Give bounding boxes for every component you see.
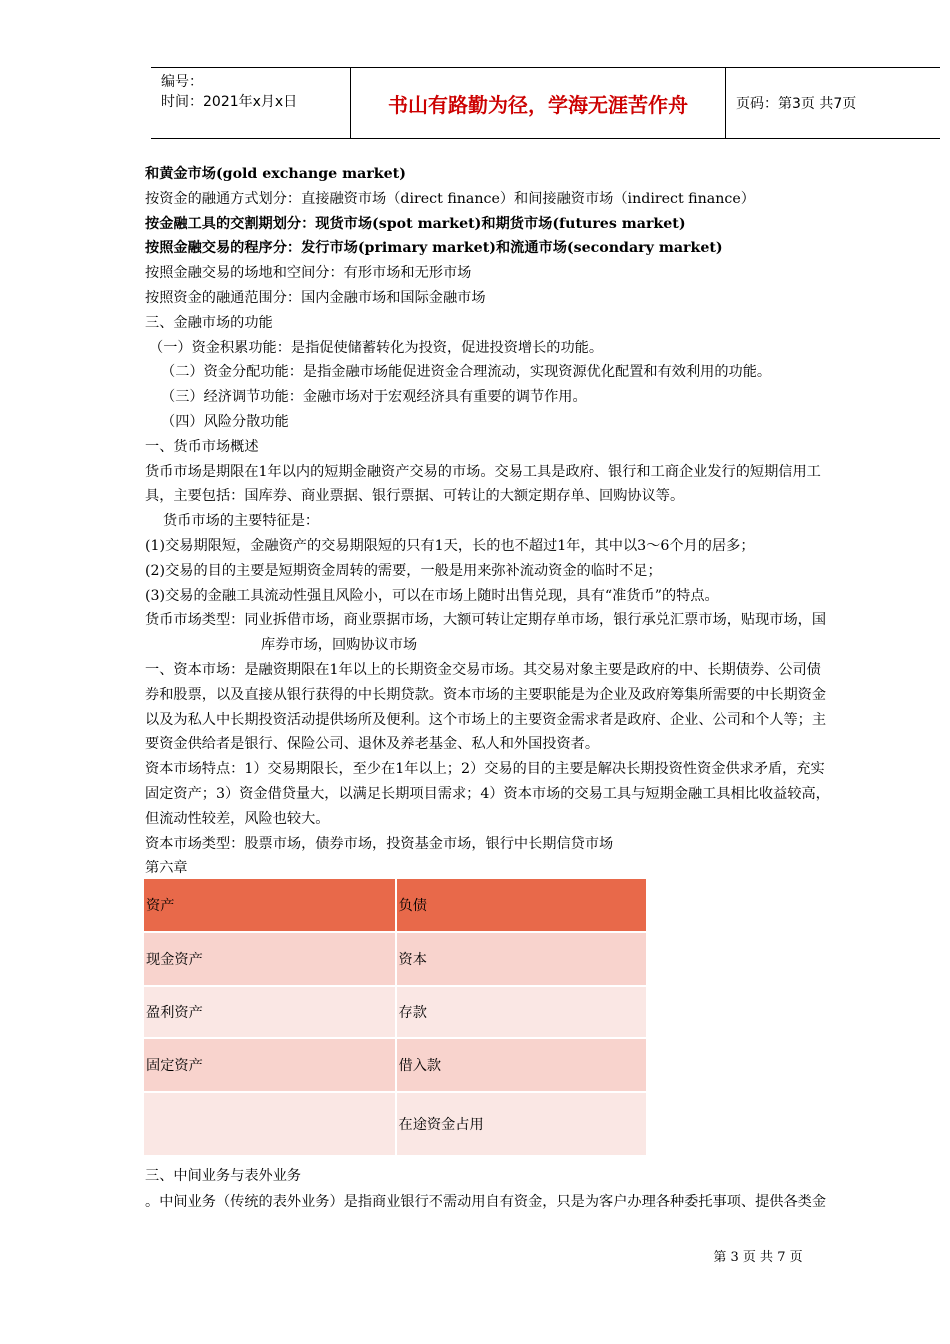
paragraph: 按金融工具的交割期划分：现货市场(spot market)和期货市场(futures market) [145, 215, 686, 232]
table-row [144, 1092, 647, 1156]
paragraph: 以及为私人中长期投资活动提供场所及便利。这个市场上的主要资金需求者是政府、企业、公司和个人等；主 [145, 711, 827, 728]
paragraph: （一）资金积累功能：是指促使储蓄转化为投资，促进投资增长的功能。 [149, 339, 604, 356]
paragraph: 货币市场的主要特征是： [163, 513, 320, 530]
table-cell: 资本 [396, 932, 648, 986]
paragraph: 资本市场特点：1）交易期限长，至少在1年以上；2）交易的目的主要是解决长期投资性资金供求矛盾，充实 [145, 761, 825, 778]
table-row [144, 932, 647, 986]
table-cell: 存款 [396, 986, 648, 1038]
page-footer [0, 1246, 950, 1265]
table-header-cell: 负债 [396, 879, 648, 932]
table-cell: 在途资金占用 [396, 1092, 648, 1156]
paragraph: 。中间业务（传统的表外业务）是指商业银行不需动用自有资金，只是为客户办理各种委托事项、提供各类金 [145, 1194, 827, 1210]
paragraph: 按照金融交易的场地和空间分：有形市场和无形市场 [145, 265, 472, 282]
section-heading: 一、货币市场概述 [145, 438, 259, 455]
paragraph: 具，主要包括：国库券、商业票据、银行票据、可转让的大额定期存单、回购协议等。 [145, 488, 685, 505]
table-row [144, 1038, 647, 1092]
paragraph: 库券市场，回购协议市场 [261, 637, 418, 654]
doc-time-label: 时间：2021年x月x日 [161, 94, 298, 110]
chapter-heading: 第六章 [145, 860, 188, 877]
page-header [151, 67, 940, 139]
paragraph: 按资金的融通方式划分：直接融资市场（direct finance）和间接融资市场（indirect finance） [145, 190, 755, 207]
paragraph: 券和股票，以及直接从银行获得的中长期贷款。资本市场的主要职能是为企业及政府筹集所需要的中长期资金 [145, 686, 827, 703]
paragraph: 按照资金的融通范围分：国内金融市场和国际金融市场 [145, 289, 486, 306]
header-page-label: 页码：第3页 共7页 [736, 96, 857, 112]
section-heading: 三、中间业务与表外业务 [145, 1168, 302, 1184]
table-cell: 盈利资产 [144, 986, 396, 1038]
paragraph: 要资金供给者是银行、保险公司、退休及养老基金、私人和外国投资者。 [145, 736, 600, 753]
table-row [144, 986, 647, 1038]
document-body [145, 162, 950, 881]
table-header-cell: 资产 [144, 879, 396, 932]
header-motto: 书山有路勤为径，学海无涯苦作舟 [351, 68, 726, 138]
table-cell [144, 1092, 396, 1156]
paragraph: 货币市场类型：同业拆借市场，商业票据市场，大额可转让定期存单市场，银行承兑汇票市场，贴现市场，国 [145, 612, 827, 629]
table-cell: 现金资产 [144, 932, 396, 986]
paragraph: （二）资金分配功能：是指金融市场能促进资金合理流动，实现资源优化配置和有效利用的功能。 [161, 364, 772, 381]
paragraph: 资本市场类型：股票市场，债券市场，投资基金市场，银行中长期信贷市场 [145, 835, 614, 852]
paragraph: 固定资产；3）资金借贷量大，以满足长期项目需求；4）资本市场的交易工具与短期金融工具相比收益较高， [145, 785, 830, 802]
paragraph: (1)交易期限短，金融资产的交易期限短的只有1天，长的也不超过1年，其中以3～6个月的居多； [145, 537, 755, 554]
paragraph: (3)交易的金融工具流动性强且风险小，可以在市场上随时出售兑现，具有“准货币”的特点。 [145, 587, 719, 604]
section-heading: 三、金融市场的功能 [145, 314, 273, 331]
paragraph: (2)交易的目的主要是短期资金周转的需要，一般是用来弥补流动资金的临时不足； [145, 562, 662, 579]
paragraph: （三）经济调节功能：金融市场对于宏观经济具有重要的调节作用。 [161, 389, 587, 406]
paragraph: 按照金融交易的程序分：发行市场(primary market)和流通市场(secondary market) [145, 240, 723, 257]
document-body-continued [145, 1163, 950, 1215]
table-cell: 借入款 [396, 1038, 648, 1092]
paragraph: （四）风险分散功能 [161, 413, 289, 430]
paragraph: 货币市场是期限在1年以内的短期金融资产交易的市场。交易工具是政府、银行和工商企业发行的短期信用工 [145, 463, 821, 480]
table-header-row [144, 879, 647, 932]
doc-id-label: 编号： [161, 74, 203, 90]
table-cell: 固定资产 [144, 1038, 396, 1092]
paragraph: 一、资本市场：是融资期限在1年以上的长期资金交易市场。其交易对象主要是政府的中、长期债券、公司债 [145, 661, 821, 678]
footer-page-number: 第 3 页 共 7 页 [713, 1250, 803, 1265]
paragraph: 和黄金市场(gold exchange market) [145, 166, 406, 182]
paragraph: 但流动性较差，风险也较大。 [145, 810, 330, 827]
balance-sheet-table [144, 879, 648, 1157]
header-meta [151, 68, 351, 138]
